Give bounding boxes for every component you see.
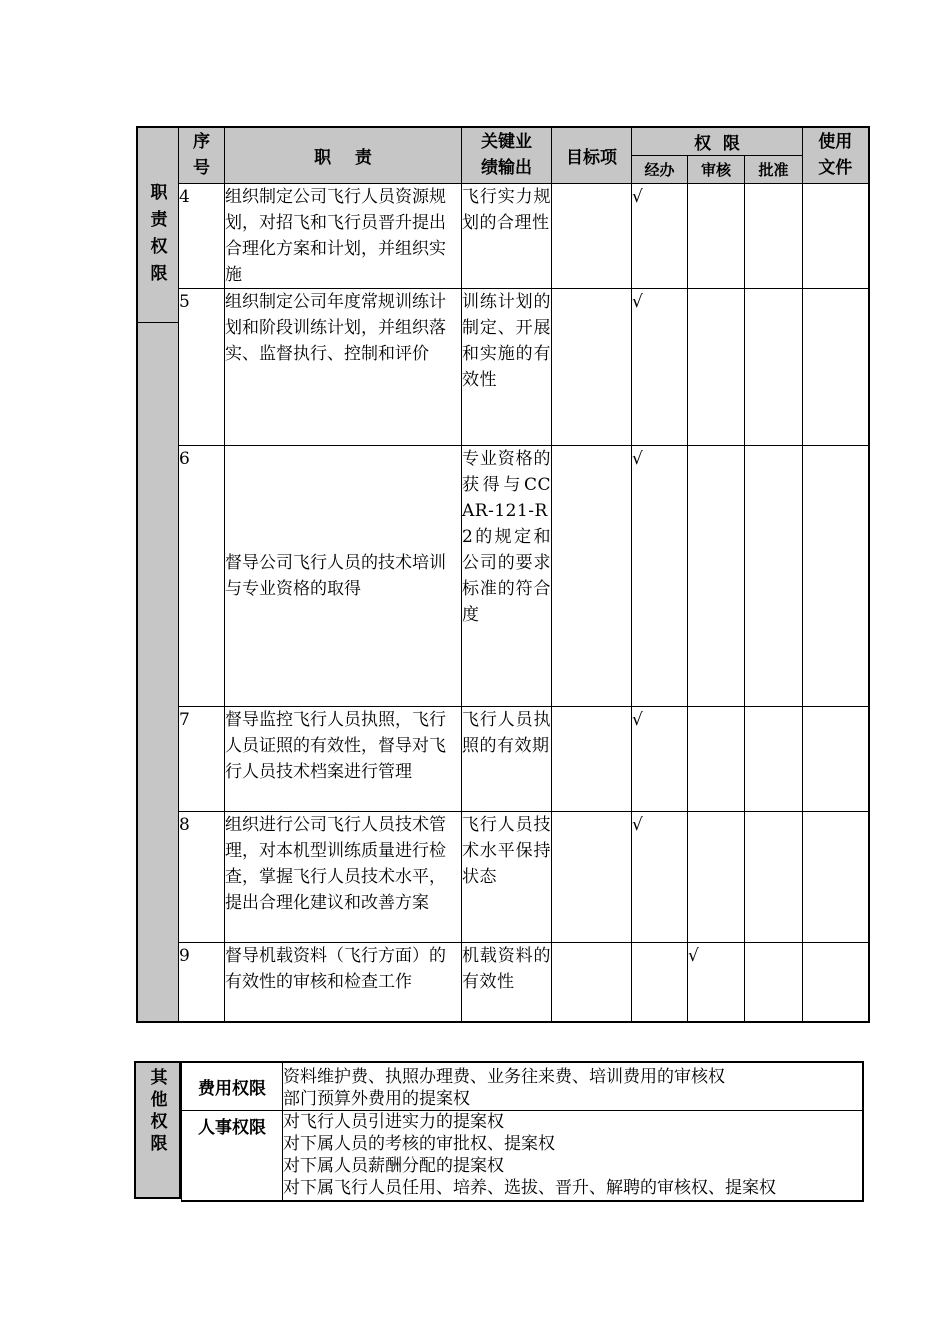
row-number: 4 — [179, 183, 225, 288]
table-row — [179, 183, 869, 288]
row-kpi: 飞行人员执照的有效期 — [462, 706, 552, 811]
rights-table — [181, 1061, 864, 1202]
table-row — [179, 811, 869, 942]
row-approve — [745, 706, 803, 811]
row-number: 8 — [179, 811, 225, 942]
row-approve — [745, 811, 803, 942]
row-target — [552, 183, 632, 288]
row-kpi: 飞行实力规划的合理性 — [462, 183, 552, 288]
row-duty: 督导监控飞行人员执照，飞行人员证照的有效性，督导对飞行人员技术档案进行管理 — [225, 706, 462, 811]
row-files — [803, 183, 869, 288]
header-approve: 批准 — [745, 155, 803, 183]
header-files: 使用 文件 — [803, 127, 869, 183]
list-item: 对飞行人员引进实力的提案权 — [283, 1112, 504, 1132]
duties-table — [178, 126, 870, 1023]
row-duty: 督导公司飞行人员的技术培训与专业资格的取得 — [225, 445, 462, 706]
other-rights-table — [134, 1061, 862, 1199]
table-row — [182, 1062, 863, 1111]
row-files — [803, 288, 869, 445]
header-authority: 权 限 — [632, 127, 803, 155]
row-files — [803, 811, 869, 942]
row-duty: 组织制定公司飞行人员资源规划，对招飞和飞行员晋升提出合理化方案和计划，并组织实施 — [225, 183, 462, 288]
responsibility-side-label: 职 责 权 限 — [150, 183, 168, 284]
header-handle: 经办 — [632, 155, 688, 183]
responsibility-table — [136, 126, 868, 1024]
personnel-rights-label: 人事权限 — [182, 1111, 283, 1201]
row-review — [688, 811, 745, 942]
row-duty: 督导机载资料（飞行方面）的有效性的审核和检查工作 — [225, 942, 462, 1022]
header-seq: 序 号 — [179, 127, 225, 183]
expense-rights-label: 费用权限 — [182, 1062, 283, 1111]
row-target — [552, 706, 632, 811]
row-files — [803, 445, 869, 706]
row-files — [803, 706, 869, 811]
table-row — [179, 445, 869, 706]
table-row — [179, 942, 869, 1022]
list-item: 资料维护费、执照办理费、业务往来费、培训费用的审核权 — [283, 1067, 725, 1087]
responsibility-sidebar — [136, 126, 178, 1023]
header-target: 目标项 — [552, 127, 632, 183]
row-handle: √ — [632, 445, 688, 706]
row-number: 7 — [179, 706, 225, 811]
table-row — [179, 288, 869, 445]
row-target — [552, 445, 632, 706]
row-approve — [745, 183, 803, 288]
list-item: 部门预算外费用的提案权 — [283, 1089, 470, 1109]
other-rights-sidebar — [134, 1061, 181, 1199]
list-item: 对下属人员薪酬分配的提案权 — [283, 1156, 504, 1176]
row-duty: 组织进行公司飞行人员技术管理，对本机型训练质量进行检查，掌握飞行人员技术水平，提出合理化建议和改善方案 — [225, 811, 462, 942]
row-review — [688, 288, 745, 445]
table-row — [182, 1111, 863, 1201]
table-row — [179, 706, 869, 811]
row-duty: 组织制定公司年度常规训练计划和阶段训练计划，并组织落实、监督执行、控制和评价 — [225, 288, 462, 445]
row-kpi: 专业资格的获得与CCAR-121-R2的规定和公司的要求标准的符合度 — [462, 445, 552, 706]
row-target — [552, 942, 632, 1022]
header-review: 审核 — [688, 155, 745, 183]
row-kpi: 机载资料的有效性 — [462, 942, 552, 1022]
expense-rights-items — [283, 1062, 863, 1111]
row-review — [688, 183, 745, 288]
row-handle — [632, 942, 688, 1022]
row-handle: √ — [632, 706, 688, 811]
row-handle: √ — [632, 811, 688, 942]
row-review — [688, 706, 745, 811]
list-item: 对下属飞行人员任用、培养、选拔、晋升、解聘的审核权、提案权 — [283, 1178, 776, 1198]
header-duty: 职 责 — [225, 127, 462, 183]
row-number: 6 — [179, 445, 225, 706]
row-kpi: 飞行人员技术水平保持状态 — [462, 811, 552, 942]
row-kpi: 训练计划的制定、开展和实施的有效性 — [462, 288, 552, 445]
row-files — [803, 942, 869, 1022]
row-review — [688, 445, 745, 706]
row-approve — [745, 288, 803, 445]
row-number: 5 — [179, 288, 225, 445]
row-handle: √ — [632, 183, 688, 288]
other-rights-side-label: 其 他 权 限 — [150, 1068, 168, 1154]
row-target — [552, 288, 632, 445]
header-kpi: 关键业 绩输出 — [462, 127, 552, 183]
row-number: 9 — [179, 942, 225, 1022]
list-item: 对下属人员的考核的审批权、提案权 — [283, 1134, 555, 1154]
row-review: √ — [688, 942, 745, 1022]
row-target — [552, 811, 632, 942]
row-approve — [745, 942, 803, 1022]
row-approve — [745, 445, 803, 706]
personnel-rights-items — [283, 1111, 863, 1201]
row-handle: √ — [632, 288, 688, 445]
